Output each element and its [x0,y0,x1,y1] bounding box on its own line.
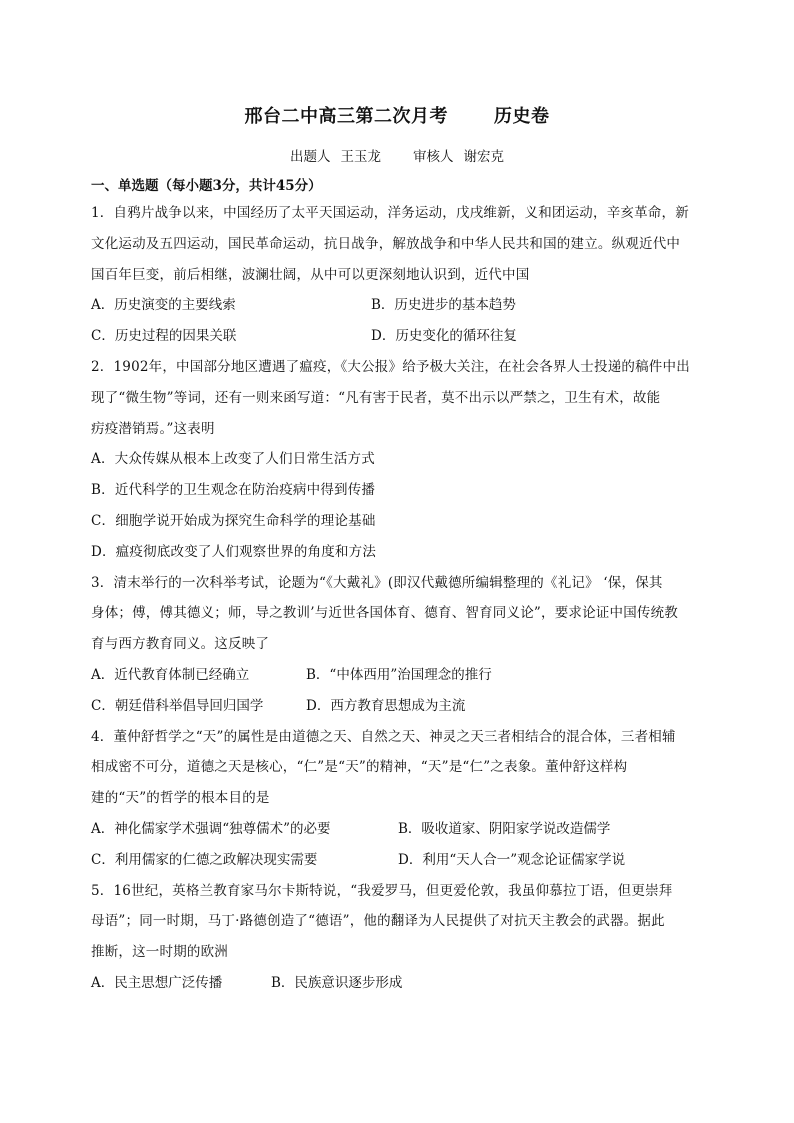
reviewer-label: 审核人 [413,149,454,165]
author-line [0,145,794,165]
question-stem-line: 育与西方教育同义。这反映了 [91,636,270,653]
question-list [91,198,703,999]
option-d: D．瘟疫彻底改变了人们观察世界的角度和方法 [91,543,377,560]
option-row [91,290,703,321]
setter-label: 出题人 [290,149,331,165]
option-c: C．细胞学说开始成为探究生命科学的理论基础 [91,512,376,529]
option-row [91,691,703,722]
question-stem-line: 相成密不可分，道德之天是核心，“仁”是“天”的精神，“天”是“仁”之表象。董仲舒这样构 [91,759,628,776]
option-c: C．历史过程的因果关联 [91,328,237,345]
subject-title: 历史卷 [494,106,550,127]
option-c: C．利用儒家的仁德之政解决现实需要 [91,851,318,868]
option-a: A．历史演变的主要线索 [91,297,236,314]
question-4 [91,722,703,876]
question-5 [91,876,703,999]
page-title [0,102,794,128]
question-stem-line: 3．清末举行的一次科举考试，论题为“《大戴礼》(即汉代戴德所编辑整理的《礼记》 ‘保，保其 [91,574,663,591]
question-stem-line: 疠疫潜销焉。”这表明 [91,420,215,437]
option-b: B．民族意识逐步形成 [271,974,403,991]
option-row [91,845,703,876]
option-a: A．神化儒家学术强调“独尊儒术”的必要 [91,820,331,837]
option-a: A．大众传媒从根本上改变了人们日常生活方式 [91,451,375,468]
option-row [91,321,703,352]
option-d: D．利用“天人合一”观念论证儒家学说 [398,851,626,868]
question-stem-line: 建的“天”的哲学的根本目的是 [91,790,270,807]
question-stem-line: 推断，这一时期的欧洲 [91,944,228,961]
option-b: B．历史进步的基本趋势 [371,297,516,314]
option-row [91,814,703,845]
question-stem-line: 文化运动及五四运动，国民革命运动，抗日战争，解放战争和中华人民共和国的建立。纵观近代中 [91,235,681,252]
question-stem-line: 4．董仲舒哲学之“天”的属性是由道德之天、自然之天、神灵之天三者相结合的混合体，三者相辅 [91,728,676,745]
reviewer-name: 谢宏克 [463,149,504,165]
option-d: D．历史变化的循环往复 [371,328,517,345]
question-stem-line: 2．1902年，中国部分地区遭遇了瘟疫，《大公报》给予极大关注，在社会各界人士投递的稿件中出 [91,358,690,375]
question-2 [91,352,703,568]
setter-name: 王玉龙 [340,149,381,165]
question-stem-line: 现了“微生物”等词，还有一则来函写道：“凡有害于民者，莫不出示以严禁之，卫生有术，故能 [91,389,661,406]
option-d: D．西方教育思想成为主流 [306,697,466,714]
question-stem-line: 1．自鸦片战争以来，中国经历了太平天国运动，洋务运动，戊戌维新，义和团运动，辛亥革命，新 [91,205,689,221]
question-stem-line: 国百年巨变，前后相继，波澜壮阔，从中可以更深刻地认识到，近代中国 [91,266,530,283]
option-a: A．近代教育体制已经确立 [91,666,250,683]
question-stem-line: 母语”；同一时期，马丁·路德创造了“德语”，他的翻译为人民提供了对抗天主教会的武器。据此 [91,913,665,930]
question-3 [91,568,703,722]
option-a: A．民主思想广泛传播 [91,974,223,991]
question-stem-line: 5．16世纪，英格兰教育家马尔卡斯特说，“我爱罗马，但更爱伦敦，我虽仰慕拉丁语，但更崇拜 [91,882,673,899]
exam-title: 邢台二中高三第二次月考 [244,106,448,127]
question-stem-line: 身体；傅，傅其德义；师，导之教训’与近世各国体育、德育、智育同义论”，要求论证中国传统教 [91,605,678,622]
option-b: B．近代科学的卫生观念在防治疫病中得到传播 [91,482,376,499]
option-c: C．朝廷借科举倡导回归国学 [91,697,264,714]
question-1 [91,198,703,352]
option-b: B．“中体西用”治国理念的推行 [306,666,492,683]
option-row [91,968,703,999]
option-b: B．吸收道家、阴阳家学说改造儒学 [398,820,611,837]
section-heading: 一、单选题（每小题3分，共计45分） [91,178,322,194]
option-row [91,660,703,691]
